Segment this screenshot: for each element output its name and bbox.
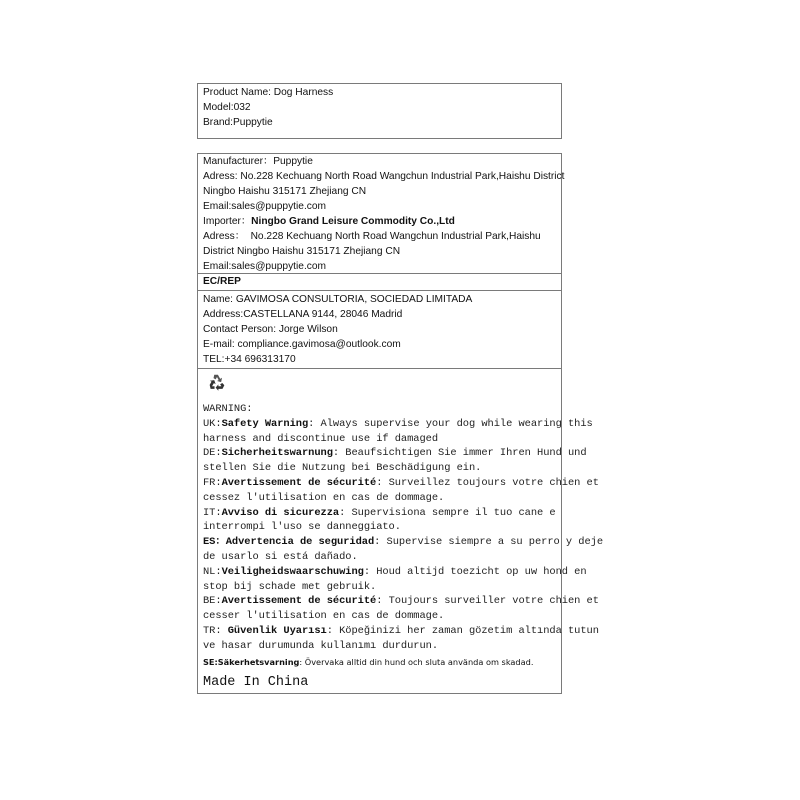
importer: [203, 214, 561, 229]
warning-text: : Houd altijd toezicht op uw hond en: [363, 565, 587, 578]
model-number: Model:032: [203, 102, 251, 113]
ec-rep-name: Name: GAVIMOSA CONSULTORIA, SOCIEDAD LIMITADA: [203, 294, 473, 305]
brand: Brand:Puppytie: [203, 117, 273, 128]
warning-be-line1: [203, 594, 599, 609]
warning-tr-line2: ve hasar durumunda kullanımı durdurun.: [203, 639, 439, 652]
lang-prefix: SE:: [203, 656, 218, 667]
warning-de-line1: [203, 446, 587, 461]
importer-address-line2: District Ningbo Haishu 315171 Zhejiang CN: [203, 246, 401, 257]
ec-rep-heading: EC/REP: [203, 276, 241, 287]
lang-prefix: ES：: [203, 536, 226, 549]
lang-prefix: DE:: [203, 447, 222, 460]
warning-de-line2: stellen Sie die Nutzung bei Beschädigung ein.: [203, 462, 482, 475]
ec-rep-section: [198, 291, 561, 368]
importer-name: Ningbo Grand Leisure Commodity Co.,Ltd: [251, 216, 455, 227]
warning-text: : Toujours surveiller votre chien et: [376, 595, 599, 608]
ec-rep-heading-section: [198, 274, 561, 290]
manufacturer: Manufacturer：Puppytie: [203, 156, 313, 167]
warning-be-line2: cesser l'utilisation en cas de dommage.: [203, 610, 445, 623]
warning-label: Advertencia de seguridad: [225, 536, 375, 549]
label-details-box: [197, 153, 604, 694]
warning-label: Güvenlik Uyarısı: [227, 624, 327, 637]
warning-text: : Surveillez toujours votre chien et: [376, 476, 599, 489]
warning-section: [198, 369, 604, 690]
warning-title: WARNING:: [203, 403, 253, 415]
lang-prefix: NL:: [203, 565, 222, 578]
warning-label: Sicherheitswarnung: [221, 447, 333, 460]
lang-prefix: BE:: [203, 595, 222, 608]
warning-text: : Always supervise your dog while wearing this: [308, 417, 593, 430]
warning-label: Avertissement de sécurité: [221, 595, 377, 608]
warning-tr-line1: [203, 624, 599, 639]
warning-it-line2: interrompi l'uso se danneggiato.: [203, 521, 401, 534]
warning-text: : Köpeğinizi her zaman gözetim altında tutun: [326, 624, 599, 637]
ec-rep-contact: Contact Person: Jorge Wilson: [203, 324, 338, 335]
manufacturer-section: [198, 154, 565, 273]
warning-es-line1: [203, 535, 604, 550]
importer-label: Importer：: [203, 216, 252, 227]
product-info-box: [197, 83, 562, 139]
product-name: Product Name: Dog Harness: [203, 87, 334, 98]
ec-rep-email: E-mail: compliance.gavimosa@outlook.com: [203, 339, 401, 350]
importer-address-text: No.228 Kechuang North Road Wangchun Industrial Park,Haishu: [250, 231, 541, 242]
manufacturer-email: Email:sales@puppytie.com: [203, 201, 327, 212]
warning-uk-line2: harness and discontinue use if damaged: [203, 432, 439, 445]
ec-rep-tel: TEL:+34 696313170: [203, 354, 296, 365]
importer-address-label: Adress：: [203, 231, 245, 242]
warning-text: : Övervaka alltid din hund och sluta använda om skadad.: [299, 656, 534, 667]
warning-label: Avertissement de sécurité: [221, 476, 377, 489]
warning-label: Safety Warning: [221, 417, 309, 430]
warning-text: : Supervisiona sempre il tuo cane e: [339, 506, 556, 519]
warning-se: [203, 654, 561, 670]
lang-prefix: IT:: [203, 506, 222, 519]
warning-label: Säkerhetsvarning: [217, 656, 300, 667]
warning-es-line2: de usarlo si está dañado.: [203, 550, 358, 563]
warning-label: Avviso di sicurezza: [221, 506, 340, 519]
warning-it-line1: [203, 506, 561, 521]
warning-text: : Beaufsichtigen Sie immer Ihren Hund und: [332, 447, 587, 460]
importer-address-line1: [203, 229, 561, 244]
warning-uk-line1: [203, 417, 593, 432]
manufacturer-address-line1: Adress: No.228 Kechuang North Road Wangchun Industrial Park,Haishu District: [203, 171, 565, 182]
ec-rep-address: Address:CASTELLANA 9144, 28046 Madrid: [203, 309, 403, 320]
warning-fr-line2: cessez l'utilisation en cas de dommage.: [203, 491, 445, 504]
manufacturer-address-line2: Ningbo Haishu 315171 Zhejiang CN: [203, 186, 367, 197]
warning-label: Veiligheidswaarschuwing: [221, 565, 364, 578]
lang-prefix: FR:: [203, 476, 222, 489]
warning-fr-line1: [203, 476, 599, 491]
lang-prefix: UK:: [203, 417, 222, 430]
made-in-label: Made In China: [203, 674, 309, 690]
warning-nl-line1: [203, 565, 587, 580]
importer-email: Email:sales@puppytie.com: [203, 261, 327, 272]
warning-nl-line2: stop bij schade met gebruik.: [203, 580, 377, 593]
lang-prefix: TR:: [203, 624, 228, 637]
warning-text: : Supervise siempre a su perro y deje: [374, 536, 604, 549]
recycle-icon: [206, 372, 228, 394]
